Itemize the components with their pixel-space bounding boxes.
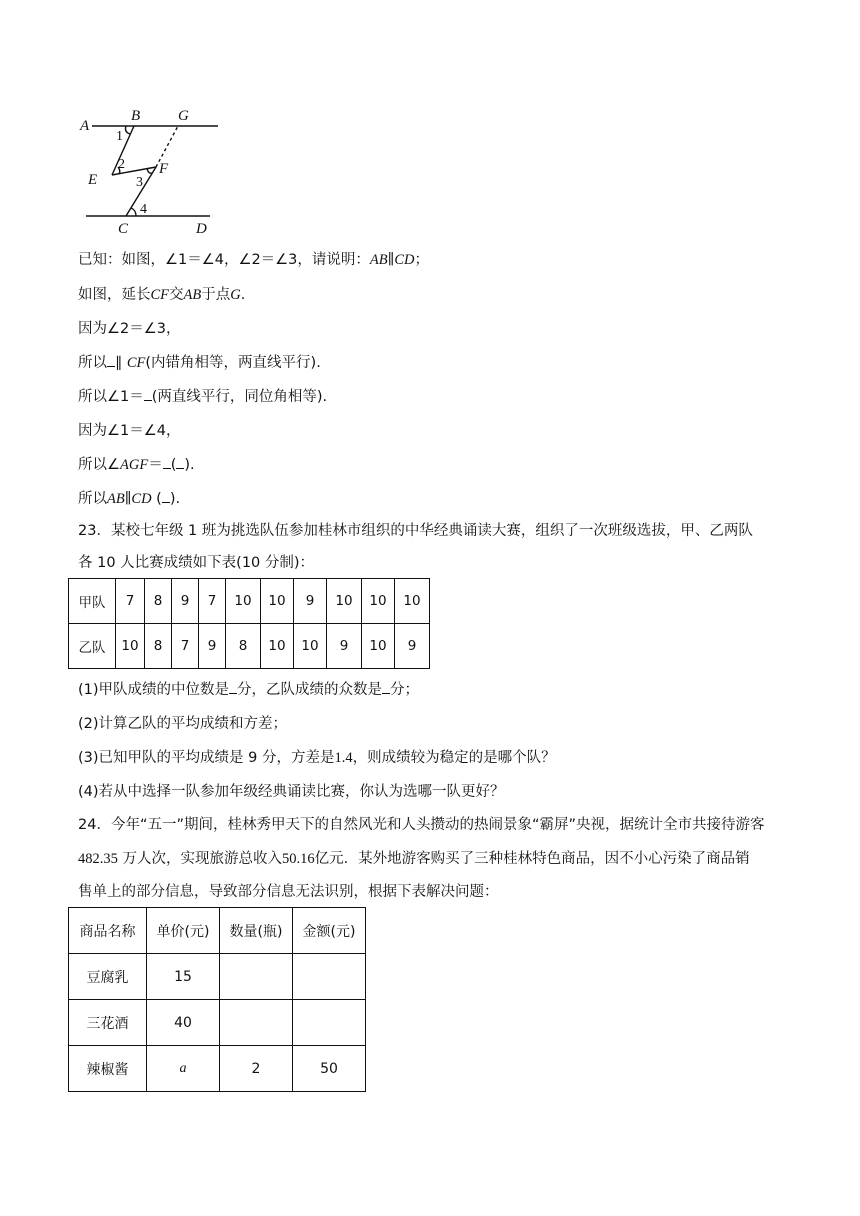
q23-stem-2: 各 10 人比赛成绩如下表(10 分制)： [78, 555, 315, 571]
table-cell [220, 1000, 293, 1046]
table-cell: 8 [226, 624, 261, 669]
table-row [69, 1000, 366, 1046]
table-cell: 三花酒 [69, 1000, 147, 1046]
label-d: D [196, 221, 207, 237]
table-header: 商品名称 [69, 908, 147, 954]
table-row [69, 624, 430, 669]
proof-line-1: 如图，延长CF交AB于点G. [78, 287, 246, 303]
label-g: G [178, 108, 189, 124]
table-cell: 8 [145, 579, 172, 624]
angle-arc-4 [131, 208, 136, 216]
angle-label-3: 3 [136, 175, 143, 190]
geometry-figure [74, 100, 224, 240]
table-header: 数量(瓶) [220, 908, 293, 954]
table-cell: 2 [220, 1046, 293, 1092]
table-cell: 10 [226, 579, 261, 624]
q23-sub-1: (1)甲队成绩的中位数是 分，乙队成绩的众数是 分； [78, 682, 420, 698]
angle-arc-1 [126, 126, 131, 134]
table-header-row [69, 908, 366, 954]
answer-blank [107, 366, 115, 367]
angle-label-1: 1 [116, 129, 123, 144]
table-cell: 50 [293, 1046, 366, 1092]
table-cell: 10 [362, 579, 395, 624]
label-a: A [80, 118, 90, 134]
table-cell: 9 [327, 624, 362, 669]
table-cell [293, 1000, 366, 1046]
table-cell: 9 [172, 579, 199, 624]
proof-line-7: 所以AB∥CD ( ). [78, 491, 181, 507]
table-header: 金额(元) [293, 908, 366, 954]
q24-stem-2: 482.35 万人次，实现旅游总收入50.16亿元．某外地游客购买了三种桂林特色商品，因不小心污染了商品销 [78, 851, 750, 867]
table-cell: 10 [395, 579, 430, 624]
angle-label-4: 4 [140, 202, 147, 217]
answer-blank [229, 693, 237, 694]
table-cell: 10 [362, 624, 395, 669]
answer-blank [163, 468, 171, 469]
table-cell [220, 954, 293, 1000]
table-cell: 乙队 [69, 624, 116, 669]
q23-sub-3: (3)已知甲队的平均成绩是 9 分，方差是1.4，则成绩较为稳定的是哪个队？ [78, 750, 556, 766]
table-cell: 9 [199, 624, 226, 669]
table-cell: 9 [294, 579, 327, 624]
goods-table [68, 907, 366, 1092]
proof-line-5: 因为∠1＝∠4， [78, 423, 181, 439]
label-c: C [118, 221, 129, 237]
label-e: E [88, 172, 98, 188]
answer-blank [162, 502, 170, 503]
q23-stem-1: 23．某校七年级 1 班为挑选队伍参加桂林市组织的中华经典诵读大赛，组织了一次班级选拔，甲、乙两队 [78, 523, 753, 539]
table-cell: 10 [327, 579, 362, 624]
score-table [68, 578, 430, 669]
table-cell: 9 [395, 624, 430, 669]
table-cell: 10 [116, 624, 145, 669]
answer-blank [382, 693, 390, 694]
proof-line-3: 所以 ∥ CF(内错角相等，两直线平行). [78, 355, 321, 371]
answer-blank [144, 400, 152, 401]
q23-sub-4: (4)若从中选择一队参加年级经典诵读比赛，你认为选哪一队更好？ [78, 784, 505, 800]
table-cell: 7 [199, 579, 226, 624]
table-row [69, 579, 430, 624]
table-cell [293, 954, 366, 1000]
table-cell: 7 [116, 579, 145, 624]
table-cell: 辣椒酱 [69, 1046, 147, 1092]
q24-stem-1: 24．今年“五一”期间，桂林秀甲天下的自然风光和人头攒动的热闹景象“霸屏”央视，据统计全市共接待游客 [78, 817, 765, 833]
angle-label-2: 2 [118, 157, 125, 172]
table-cell: 40 [147, 1000, 220, 1046]
table-cell: 15 [147, 954, 220, 1000]
proof-given: 已知：如图，∠1＝∠4，∠2＝∠3，请说明：AB∥CD； [78, 252, 429, 268]
table-row [69, 1046, 366, 1092]
table-cell: 10 [261, 579, 294, 624]
proof-line-4: 所以∠1＝ (两直线平行，同位角相等). [78, 389, 328, 405]
table-cell: 甲队 [69, 579, 116, 624]
table-cell: 7 [172, 624, 199, 669]
table-cell: 8 [145, 624, 172, 669]
proof-line-2: 因为∠2＝∠3， [78, 321, 181, 337]
proof-line-6: 所以∠AGF＝ ( ). [78, 457, 195, 473]
table-cell: a [147, 1046, 220, 1092]
table-cell: 10 [261, 624, 294, 669]
table-cell: 10 [294, 624, 327, 669]
label-b: B [131, 108, 141, 124]
label-f: F [159, 161, 169, 177]
table-header: 单价(元) [147, 908, 220, 954]
table-row [69, 954, 366, 1000]
q23-sub-2: (2)计算乙队的平均成绩和方差； [78, 716, 288, 732]
table-cell: 豆腐乳 [69, 954, 147, 1000]
q24-stem-3: 售单上的部分信息，导致部分信息无法识别，根据下表解决问题： [78, 884, 499, 900]
